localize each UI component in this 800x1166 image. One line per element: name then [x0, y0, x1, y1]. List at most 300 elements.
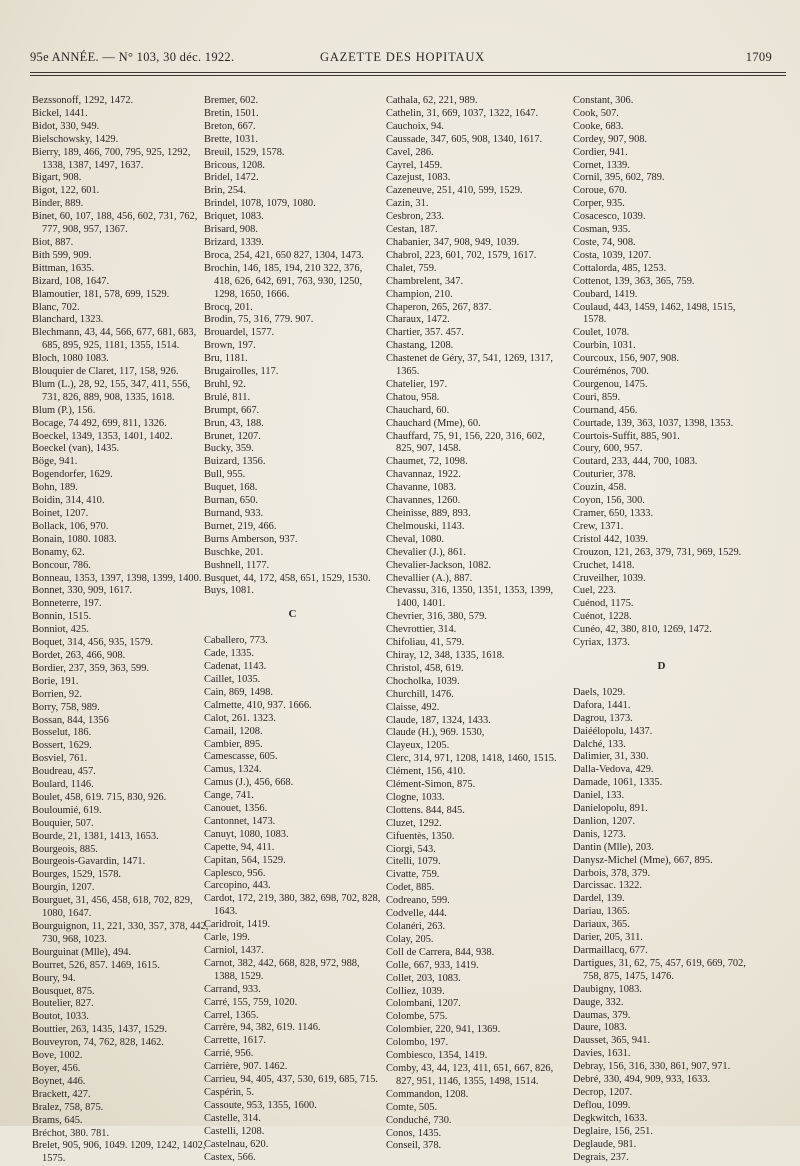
- index-entry: Caillet, 1035.: [204, 673, 261, 685]
- index-entry: Bigot, 122, 601.: [32, 185, 100, 197]
- index-entry: Comte, 505.: [386, 1101, 438, 1113]
- index-entry: Burnan, 650.: [204, 495, 258, 507]
- index-entry: Camescasse, 605.: [204, 751, 278, 763]
- index-entry: Bollack, 106, 970.: [32, 520, 109, 532]
- index-entry: Daniel, 133.: [573, 790, 625, 802]
- index-entry: Carle, 199.: [204, 932, 250, 944]
- index-entry: Courtois-Suffit, 885, 901.: [573, 430, 680, 442]
- section-letter: C: [288, 608, 298, 621]
- index-entry: Carrand, 933.: [204, 983, 261, 995]
- index-entry: Carrère, 94, 382, 619. 1146.: [204, 1022, 321, 1034]
- index-entry: Bretin, 1501.: [204, 107, 259, 119]
- index-entry: Dalla-Vedova, 429.: [573, 764, 654, 776]
- index-entry: Debray, 156, 316, 330, 861, 907, 971.: [573, 1061, 731, 1073]
- index-entry: Bourgeois-Gavardin, 1471.: [32, 856, 146, 868]
- index-entry: Charaux, 1472.: [386, 314, 450, 326]
- index-entry: Bordet, 263, 466, 908.: [32, 649, 126, 661]
- index-columns: [32, 95, 792, 1165]
- index-entry: Bréchot, 380. 781.: [32, 1127, 110, 1139]
- index-entry: Bull, 955.: [204, 469, 246, 481]
- index-entry: Citelli, 1079.: [386, 856, 441, 868]
- index-entry: Bogendorfer, 1629.: [32, 469, 113, 481]
- index-entry: Brouardel, 1577.: [204, 327, 275, 339]
- index-entry: Damade, 1061, 1335.: [573, 777, 663, 789]
- index-entry: Couzin, 458.: [573, 482, 627, 494]
- index-entry: Darbois, 378, 379.: [573, 867, 651, 879]
- index-entry: Borry, 758, 989.: [32, 701, 100, 713]
- index-entry: Champion, 210.: [386, 288, 453, 300]
- index-entry: Brin, 254.: [204, 185, 246, 197]
- index-entry: Chabanier, 347, 908, 949, 1039.: [386, 236, 520, 248]
- index-entry: Binet, 60, 107, 188, 456, 602, 731, 762, 777, 908, 957, 1367.: [32, 211, 198, 236]
- index-entry: Bove, 1002.: [32, 1050, 83, 1062]
- index-entry: Claisse, 492.: [386, 701, 440, 713]
- index-entry: Cluzet, 1292.: [386, 817, 442, 829]
- index-entry: Chavanne, 1083.: [386, 482, 457, 494]
- index-entry: Coyon, 156, 300.: [573, 495, 645, 507]
- index-entry: Bonnin, 1515.: [32, 611, 92, 623]
- index-entry: Bezssonoff, 1292, 1472.: [32, 95, 134, 106]
- index-entry: Codvelle, 444.: [386, 908, 447, 920]
- index-entry: Dariau, 1365.: [573, 906, 630, 918]
- index-entry: Chartier, 357. 457.: [386, 327, 464, 339]
- index-entry: Bonnet, 330, 909, 1617.: [32, 585, 133, 597]
- index-entry: Claude (H.), 969. 1530,: [386, 727, 485, 739]
- index-entry: Boury, 94.: [32, 972, 76, 984]
- index-entry: Cauchoix, 94.: [386, 120, 445, 132]
- index-entry: Boyer, 456.: [32, 1062, 81, 1074]
- index-entry: Degkwitch, 1633.: [573, 1112, 648, 1124]
- index-entry: Caussade, 347, 605, 908, 1340, 1617.: [386, 133, 543, 145]
- index-entry: Brun, 43, 188.: [204, 417, 264, 429]
- index-entry: Bourde, 21, 1381, 1413, 1653.: [32, 830, 159, 842]
- index-entry: Carrié, 956.: [204, 1048, 254, 1060]
- index-entry: Brackett, 427.: [32, 1088, 91, 1100]
- index-entry: Cordier, 941.: [573, 146, 628, 158]
- index-entry: Brindel, 1078, 1079, 1080.: [204, 198, 316, 210]
- index-entry: Darmaillacq, 677.: [573, 945, 648, 956]
- index-entry: Carnot, 382, 442, 668, 828, 972, 988, 1388, 1529.: [204, 957, 360, 982]
- index-entry: Boudreau, 457.: [32, 766, 96, 778]
- index-entry: Cathelin, 31, 669, 1037, 1322, 1647.: [386, 107, 539, 119]
- index-entry: Clogne, 1033.: [386, 791, 445, 803]
- index-entry: Cassoute, 953, 1355, 1600.: [204, 1099, 317, 1111]
- index-entry: Crew, 1371.: [573, 520, 624, 532]
- index-entry: Chifoliau, 41, 579.: [386, 637, 465, 649]
- index-entry: Brunet, 1207.: [204, 430, 261, 442]
- header-rule-thin: [30, 75, 786, 76]
- index-entry: Colliez, 1039.: [386, 985, 445, 997]
- header-rule: [30, 72, 786, 73]
- index-entry: Bonneterre, 197.: [32, 598, 102, 610]
- index-entry: Cyriax, 1373.: [573, 637, 630, 649]
- index-entry: Coutard, 233, 444, 700, 1083.: [573, 456, 698, 468]
- index-entry: Colombier, 220, 941, 1369.: [386, 1024, 501, 1036]
- index-entry: Claude, 187, 1324, 1433.: [386, 714, 491, 726]
- index-entry: Degrais, 237.: [573, 1151, 629, 1163]
- index-entry: Blum (L.), 28, 92, 155, 347, 411, 556, 731, 826, 889, 908, 1335, 1618.: [32, 378, 191, 403]
- page-header: [30, 50, 780, 70]
- section-letter: D: [657, 659, 667, 672]
- index-entry: Commandon, 1208.: [386, 1088, 469, 1100]
- index-entry: Borie, 191.: [32, 675, 79, 687]
- index-column-1: [32, 95, 210, 1166]
- index-entry: Collet, 203, 1083.: [386, 972, 461, 984]
- index-entry: Blechmann, 43, 44, 566, 677, 681, 683, 685, 895, 925, 1181, 1355, 1514.: [32, 327, 197, 352]
- page-number: 1709: [745, 50, 772, 64]
- index-entry: Bouttier, 263, 1435, 1437, 1529.: [32, 1024, 167, 1036]
- index-column-2: [204, 95, 382, 1164]
- index-entry: Bushnell, 1177.: [204, 559, 270, 571]
- index-entry: Cunéo, 42, 380, 810, 1269, 1472.: [573, 624, 712, 636]
- index-entry: Bourgeois, 885.: [32, 843, 98, 855]
- index-entry: Bonniot, 425.: [32, 624, 89, 636]
- index-entry: Colombani, 1207.: [386, 998, 461, 1010]
- index-entry: Combiesco, 1354, 1419.: [386, 1050, 488, 1062]
- index-entry: Costa, 1039, 1207.: [573, 249, 652, 261]
- index-entry: Boidin, 314, 410.: [32, 495, 105, 507]
- index-entry: Daubigny, 1083.: [573, 983, 642, 995]
- index-entry: Cambier, 895.: [204, 738, 263, 750]
- index-entry: Cathala, 62, 221, 989.: [386, 95, 478, 106]
- index-entry: Bidot, 330, 949.: [32, 120, 100, 132]
- index-entry: Chavannaz, 1922.: [386, 469, 461, 481]
- index-entry: Bru, 1181.: [204, 353, 248, 365]
- index-entry: Brochin, 146, 185, 194, 210 322, 376, 418, 626, 642, 691, 763, 930, 1250, 1298, 1650, 1666.: [204, 262, 363, 300]
- index-entry: Bremer, 602.: [204, 95, 259, 106]
- index-entry: Civatte, 759.: [386, 869, 440, 881]
- index-entry: Capitan, 564, 1529.: [204, 854, 286, 866]
- index-entry: Constant, 306.: [573, 95, 634, 106]
- index-entry: Bricous, 1208.: [204, 159, 265, 171]
- index-entry: Couturier, 378.: [573, 469, 636, 481]
- index-entry: Boynet, 446.: [32, 1075, 86, 1087]
- index-entry: Boeckel, 1349, 1353, 1401, 1402.: [32, 430, 173, 442]
- index-entry: Courcoux, 156, 907, 908.: [573, 353, 679, 365]
- index-entry: Deglaire, 156, 251.: [573, 1125, 653, 1137]
- index-entry: Borrien, 92.: [32, 688, 82, 700]
- index-entry: Bourges, 1529, 1578.: [32, 869, 121, 881]
- index-entry: Buquet, 168.: [204, 482, 258, 494]
- index-entry: Camus (J.), 456, 668.: [204, 777, 294, 789]
- index-entry: Cournand, 456.: [573, 404, 638, 416]
- index-entry: Chevrottier, 314.: [386, 624, 457, 636]
- index-entry: Deglaude, 981.: [573, 1138, 637, 1150]
- index-entry: Dausset, 365, 941.: [573, 1035, 651, 1047]
- index-entry: Clément, 156, 410.: [386, 766, 466, 778]
- index-entry: Chavannes, 1260.: [386, 495, 461, 507]
- index-entry: Calmette, 410, 937. 1666.: [204, 699, 312, 711]
- index-entry: Brodin, 75, 316, 779. 907.: [204, 314, 314, 326]
- index-entry: Bousquet, 875.: [32, 985, 95, 997]
- index-entry: Daiéélopolu, 1437.: [573, 725, 653, 737]
- index-entry: Courtade, 139, 363, 1037, 1398, 1353.: [573, 417, 734, 429]
- index-entry: Chambrelent, 347.: [386, 275, 464, 287]
- index-entry: Carniol, 1437.: [204, 945, 264, 956]
- index-entry: Brulé, 811.: [204, 391, 251, 403]
- index-entry: Boquet, 314, 456, 935, 1579.: [32, 637, 153, 649]
- index-entry: Debré, 330, 494, 909, 933, 1633.: [573, 1074, 711, 1086]
- index-entry: Couréménos, 700.: [573, 366, 649, 378]
- index-entry: Caridroit, 1419.: [204, 919, 271, 931]
- index-entry: Corper, 935.: [573, 198, 625, 210]
- index-entry: Cramer, 650, 1333.: [573, 508, 654, 519]
- index-entry: Bielschowsky, 1429.: [32, 133, 119, 145]
- index-entry: Colombe, 575.: [386, 1011, 448, 1023]
- index-entry: Cade, 1335.: [204, 648, 254, 660]
- index-entry: Bralez, 758, 875.: [32, 1101, 104, 1113]
- index-entry: Chauchard, 60.: [386, 404, 450, 416]
- index-entry: Cordey, 907, 908.: [573, 133, 648, 145]
- index-entry: Coste, 74, 908.: [573, 236, 636, 248]
- index-entry: Courbin, 1031.: [573, 340, 636, 352]
- index-entry: Chiray, 12, 348, 1335, 1618.: [386, 649, 505, 661]
- index-entry: Buschke, 201.: [204, 546, 264, 558]
- index-entry: Briquet, 1083.: [204, 211, 264, 223]
- index-entry: Canouet, 1356.: [204, 803, 268, 815]
- index-entry: Böge, 941.: [32, 456, 78, 468]
- index-entry: Cazeneuve, 251, 410, 599, 1529.: [386, 185, 523, 197]
- index-entry: Decrop, 1207.: [573, 1086, 633, 1098]
- index-entry: Bonneau, 1353, 1397, 1398, 1399, 1400.: [32, 572, 202, 584]
- index-entry: Chatelier, 197.: [386, 378, 448, 390]
- index-entry: Carrière, 907. 1462.: [204, 1061, 288, 1073]
- index-entry: Blum (P.), 156.: [32, 404, 96, 416]
- index-entry: Camus, 1324.: [204, 764, 262, 776]
- index-entry: Danielopolu, 891.: [573, 803, 648, 815]
- index-entry: Dantin (Mlle), 203.: [573, 841, 654, 853]
- index-entry: Caplesco, 956.: [204, 867, 266, 879]
- index-entry: Comby, 43, 44, 123, 411, 651, 667, 826, 827, 951, 1146, 1355, 1498, 1514.: [386, 1062, 554, 1087]
- index-entry: Conduché, 730.: [386, 1114, 452, 1126]
- index-entry: Coulet, 1078.: [573, 327, 630, 339]
- index-entry: Bocage, 74 492, 699, 811, 1326.: [32, 417, 167, 429]
- index-entry: Brizard, 1339.: [204, 236, 264, 248]
- index-entry: Dardel, 139.: [573, 893, 625, 905]
- index-entry: Chatou, 958.: [386, 391, 440, 403]
- index-entry: Daels, 1029.: [573, 686, 626, 698]
- index-entry: Cottalorda, 485, 1253.: [573, 262, 667, 274]
- index-entry: Bloch, 1080 1083.: [32, 353, 109, 365]
- index-entry: Cruveilher, 1039.: [573, 572, 646, 584]
- index-entry: Bith 599, 909.: [32, 249, 92, 261]
- index-entry: Chaumet, 72, 1098.: [386, 456, 468, 468]
- index-entry: Cazejust, 1083.: [386, 172, 451, 184]
- index-entry: Conos, 1435.: [386, 1127, 442, 1139]
- index-entry: Chauffard, 75, 91, 156, 220, 316, 602, 825, 907, 1458.: [386, 430, 545, 455]
- index-entry: Bourgin, 1207.: [32, 882, 95, 894]
- index-entry: Bigart, 908.: [32, 172, 82, 184]
- index-entry: Castelli, 1208.: [204, 1125, 265, 1137]
- index-entry: Clément-Simon, 875.: [386, 779, 476, 791]
- index-entry: Colle, 667, 933, 1419.: [386, 959, 479, 971]
- index-entry: Danlion, 1207.: [573, 815, 636, 827]
- index-entry: Chauchard (Mme), 60.: [386, 417, 481, 429]
- index-entry: Bossert, 1629.: [32, 740, 92, 752]
- index-entry: Dalché, 133.: [573, 738, 626, 750]
- index-entry: Blouquier de Claret, 117, 158, 926.: [32, 366, 179, 378]
- index-entry: Breuil, 1529, 1578.: [204, 146, 285, 158]
- index-entry: Blanchard, 1323.: [32, 314, 104, 326]
- index-entry: Cange, 741.: [204, 790, 254, 802]
- index-entry: Bierry, 189, 466, 700, 795, 925, 1292, 1338, 1387, 1497, 1637.: [32, 146, 191, 171]
- index-entry: Bohn, 189.: [32, 482, 78, 494]
- index-entry: Bourguignon, 11, 221, 330, 357, 378, 442, 730, 968, 1023.: [32, 921, 209, 945]
- index-entry: Boulet, 458, 619. 715, 830, 926.: [32, 791, 167, 803]
- index-entry: Castelle, 314.: [204, 1112, 261, 1124]
- index-entry: Cornet, 1339.: [573, 159, 630, 171]
- index-entry: Clerc, 314, 971, 1208, 1418, 1460, 1515.: [386, 753, 557, 765]
- index-entry: Boulard, 1146.: [32, 779, 94, 791]
- index-entry: Brugairolles, 117.: [204, 366, 279, 378]
- index-entry: Colay, 205.: [386, 933, 434, 945]
- index-entry: Brumpt, 667.: [204, 404, 260, 416]
- index-entry: Carrieu, 94, 405, 437, 530, 619, 685, 715.: [204, 1074, 379, 1086]
- index-entry: Davies, 1631.: [573, 1048, 631, 1060]
- index-entry: Dauge, 332.: [573, 996, 624, 1008]
- index-entry: Bonamy, 62.: [32, 546, 85, 558]
- index-entry: Coulaud, 443, 1459, 1462, 1498, 1515, 1578.: [573, 301, 736, 326]
- index-entry: Dalimier, 31, 330.: [573, 751, 649, 763]
- index-entry: Bourret, 526, 857. 1469, 1615.: [32, 959, 160, 971]
- index-entry: Chastang, 1208.: [386, 340, 454, 352]
- index-entry: Bittman, 1635.: [32, 262, 95, 274]
- index-entry: Cestan, 187.: [386, 224, 438, 236]
- index-entry: Darier, 205, 311.: [573, 932, 643, 944]
- index-entry: Brisard, 908.: [204, 224, 258, 236]
- index-entry: Courgenou, 1475.: [573, 378, 648, 390]
- index-entry: Cristol 442, 1039.: [573, 533, 649, 545]
- index-entry: Burnet, 219, 466.: [204, 520, 277, 532]
- index-entry: Carrel, 1365.: [204, 1009, 259, 1021]
- index-entry: Deflou, 1099.: [573, 1099, 631, 1111]
- issue-info: 95e ANNÉE. — N° 103, 30 déc. 1922.: [30, 50, 235, 64]
- index-entry: Dariaux, 365.: [573, 919, 630, 931]
- index-entry: Christol, 458, 619.: [386, 662, 464, 674]
- index-entry: Chevassu, 316, 1350, 1351, 1353, 1399, 1400, 1401.: [386, 585, 554, 610]
- index-entry: Canuyt, 1080, 1083.: [204, 828, 289, 840]
- index-entry: Daumas, 379.: [573, 1009, 631, 1021]
- index-entry: Bordier, 237, 359, 363, 599.: [32, 662, 150, 674]
- index-entry: Cooke, 683.: [573, 120, 624, 132]
- index-column-3: [386, 95, 564, 1153]
- index-entry: Carrette, 1617.: [204, 1035, 267, 1047]
- index-entry: Chevalier (J.), 861.: [386, 546, 466, 558]
- index-entry: Dafora, 1441.: [573, 699, 631, 711]
- index-entry: Castex, 566.: [204, 1151, 256, 1163]
- index-entry: Bourguet, 31, 456, 458, 618, 702, 829, 1080, 1647.: [32, 895, 193, 920]
- index-entry: Cuénot, 1228.: [573, 611, 632, 623]
- index-entry: Cottenot, 139, 363, 365, 759.: [573, 275, 695, 287]
- index-entry: Carré, 155, 759, 1020.: [204, 996, 298, 1008]
- index-entry: Cadenat, 1143.: [204, 661, 267, 673]
- index-entry: Chalet, 759.: [386, 262, 437, 274]
- index-entry: Biot, 887.: [32, 236, 74, 248]
- index-entry: Brelet, 905, 906, 1049. 1209, 1242, 1402, 1575.: [32, 1140, 206, 1165]
- index-entry: Bossan, 844, 1356: [32, 714, 109, 726]
- index-entry: Boeckel (van), 1435.: [32, 443, 120, 455]
- index-entry: Buys, 1081.: [204, 585, 254, 597]
- index-entry: Cruchet, 1418.: [573, 559, 635, 571]
- index-entry: Codet, 885.: [386, 882, 435, 894]
- index-entry: Bosviel, 761.: [32, 753, 88, 765]
- index-entry: Bruhl, 92.: [204, 378, 246, 390]
- index-entry: Cantonnet, 1473.: [204, 815, 276, 827]
- index-entry: Brocq, 201.: [204, 301, 253, 313]
- index-entry: Colanéri, 263.: [386, 921, 446, 932]
- index-entry: Coubard, 1419.: [573, 288, 638, 300]
- index-entry: Couri, 859.: [573, 391, 621, 403]
- index-entry: Cosacesco, 1039.: [573, 211, 646, 223]
- index-entry: Capette, 94, 411.: [204, 841, 275, 853]
- index-entry: Calot, 261. 1323.: [204, 712, 276, 724]
- index-entry: Bouveyron, 74, 762, 828, 1462.: [32, 1037, 164, 1049]
- index-entry: Cain, 869, 1498.: [204, 686, 273, 698]
- index-entry: Chastenet de Géry, 37, 541, 1269, 1317, 1365.: [386, 353, 553, 378]
- index-entry: Danysz-Michel (Mme), 667, 895.: [573, 854, 713, 866]
- index-entry: Clottens. 844, 845.: [386, 804, 465, 816]
- index-entry: Dartigues, 31, 62, 75, 457, 619, 669, 702, 758, 875, 1475, 1476.: [573, 957, 746, 982]
- index-entry: Coury, 600, 957.: [573, 443, 643, 455]
- index-entry: Cornil, 395, 602, 789.: [573, 172, 665, 184]
- index-entry: Brown, 197.: [204, 340, 256, 352]
- index-entry: Coll de Carrera, 844, 938.: [386, 946, 495, 958]
- index-entry: Cuel, 223.: [573, 585, 617, 597]
- index-entry: Codreano, 599.: [386, 895, 450, 907]
- index-entry: Binder, 889.: [32, 198, 84, 210]
- index-entry: Boinet, 1207.: [32, 508, 89, 519]
- index-entry: Cavel, 286.: [386, 146, 434, 158]
- index-entry: Cuénod, 1175.: [573, 598, 634, 610]
- index-entry: Cazin, 31.: [386, 198, 429, 210]
- index-entry: Chelmouski, 1143.: [386, 520, 465, 532]
- index-entry: Cosman, 935.: [573, 224, 631, 236]
- index-entry: Cheinisse, 889, 893.: [386, 508, 471, 519]
- index-entry: Breton, 667.: [204, 120, 256, 132]
- index-entry: Bucky, 359.: [204, 443, 254, 455]
- index-entry: Carcopino, 443.: [204, 880, 271, 892]
- index-entry: Bickel, 1441.: [32, 107, 88, 119]
- journal-title: GAZETTE DES HOPITAUX: [320, 50, 485, 64]
- index-entry: Cook, 507.: [573, 107, 619, 119]
- index-entry: Conseil, 378.: [386, 1140, 442, 1152]
- index-entry: Colombo, 197.: [386, 1037, 449, 1049]
- index-entry: Burns Amberson, 937.: [204, 533, 298, 545]
- index-entry: Blamoutier, 181, 578, 699, 1529.: [32, 288, 170, 300]
- index-entry: Blanc, 702.: [32, 301, 80, 313]
- index-entry: Broca, 254, 421, 650 827, 1304, 1473.: [204, 249, 364, 261]
- index-entry: Caballero, 773.: [204, 635, 268, 647]
- index-entry: Daure, 1083.: [573, 1022, 627, 1034]
- index-entry: Cifuentès, 1350.: [386, 830, 455, 842]
- index-entry: Cayrel, 1459.: [386, 159, 443, 171]
- index-entry: Burnand, 933.: [204, 508, 264, 519]
- index-entry: Brams, 645.: [32, 1114, 83, 1126]
- index-column-4: [573, 95, 751, 1164]
- index-entry: Chevrier, 316, 380, 579.: [386, 611, 487, 623]
- index-entry: Clayeux, 1205.: [386, 740, 450, 752]
- index-entry: Chocholka, 1039.: [386, 675, 460, 687]
- index-entry: Chevallier (A.), 887.: [386, 572, 473, 584]
- index-entry: Bouquier, 507.: [32, 817, 94, 829]
- index-entry: Danis, 1273.: [573, 828, 626, 840]
- index-entry: Churchill, 1476.: [386, 688, 454, 700]
- index-entry: Darcissac. 1322.: [573, 880, 642, 892]
- index-entry: Bridel, 1472.: [204, 172, 259, 184]
- index-entry: Busquet, 44, 172, 458, 651, 1529, 1530.: [204, 572, 371, 584]
- index-entry: Chevalier-Jackson, 1082.: [386, 559, 492, 571]
- index-entry: Crouzon, 121, 263, 379, 731, 969, 1529.: [573, 546, 742, 558]
